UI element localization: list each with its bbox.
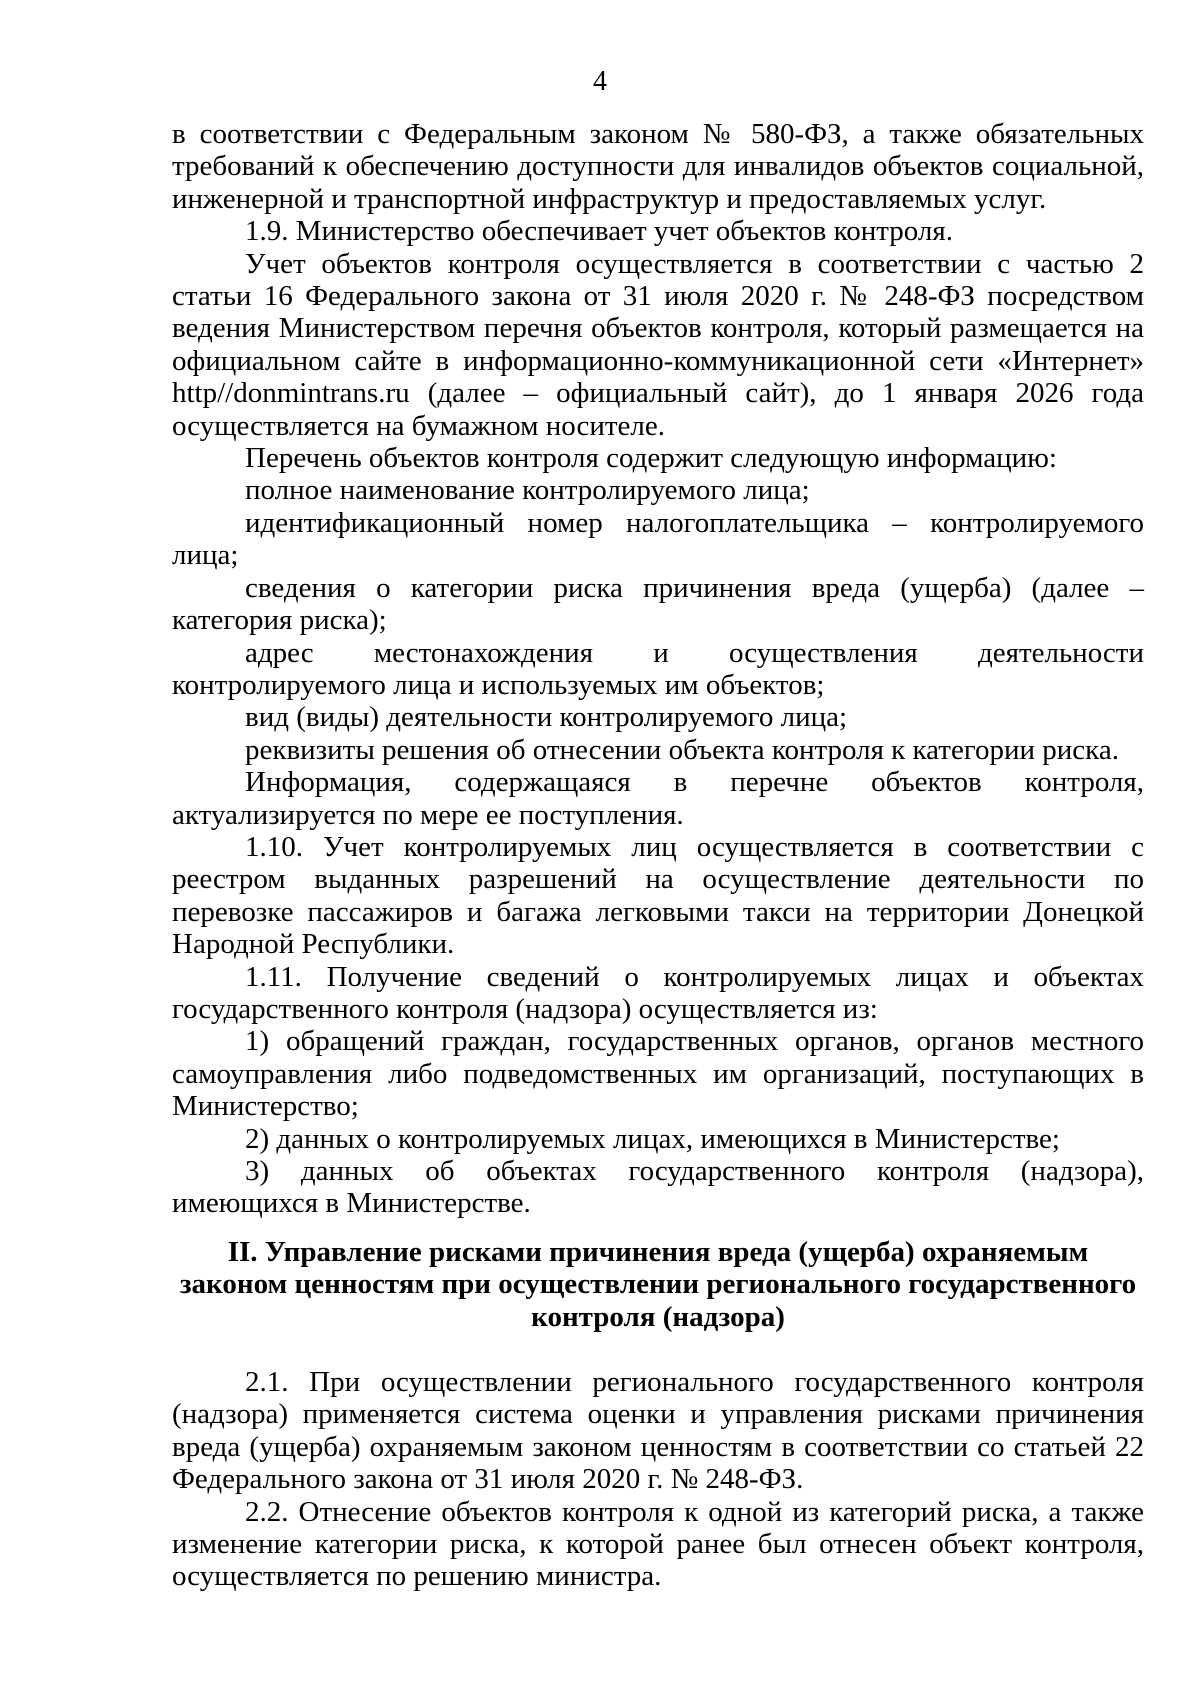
list-item-decision: реквизиты решения об отнесении объекта контроля к категории риска. bbox=[245, 733, 1119, 766]
section-heading-line: контроля (надзора) bbox=[531, 1300, 785, 1333]
paragraph-info-update: Информация, содержащаяся в перечне объектов контроля, актуализируется по мере ее поступления. bbox=[172, 766, 1144, 831]
page-number: 4 bbox=[593, 66, 607, 97]
section-heading bbox=[172, 1236, 1144, 1333]
paragraph-accounting: Учет объектов контроля осуществляется в соответствии с частью 2 статьи 16 Федерального закона от 31 июля 2020 г. № 248-ФЗ посредством ведения Министерством перечня объектов контроля, который размещается на официальном сайте в информационно-коммуникационной сети «Интернет» http//donmintrans.ru (далее – официальный сайт), до 1 января 2026 года осуществляется на бумажном носителе. bbox=[172, 247, 1144, 442]
paragraph-continuation: в соответствии с Федеральным законом № 580-ФЗ, а также обязательных требований к обеспечению доступности для инвалидов объектов социальной, инженерной и транспортной инфраструктур и предоставляемых услуг. bbox=[172, 118, 1144, 215]
paragraph-1-10: 1.10. Учет контролируемых лиц осуществляется в соответствии с реестром выданных разрешений на осуществление деятельности по перевозке пассажиров и багажа легковыми такси на территории Донецкой Народной Республики. bbox=[172, 830, 1144, 961]
list-item-objects-data: 3) данных об объектах государственного контроля (надзора), имеющихся в Министерстве. bbox=[172, 1155, 1144, 1220]
list-item-full-name: полное наименование контролируемого лица; bbox=[245, 474, 810, 507]
document-body bbox=[172, 118, 1144, 1220]
paragraph-1-11: 1.11. Получение сведений о контролируемых лицах и объектах государственного контроля (надзора) осуществляется из: bbox=[172, 960, 1144, 1025]
list-item-persons-data: 2) данных о контролируемых лицах, имеющихся в Министерстве; bbox=[245, 1122, 1060, 1155]
paragraph-2-1: 2.1. При осуществлении регионального государственного контроля (надзора) применяется система оценки и управления рисками причинения вреда (ущерба) охраняемым законом ценностям в соответствии со статьей 22 Федерального закона от 31 июля 2020 г. № 248-ФЗ. bbox=[172, 1366, 1144, 1496]
section-body bbox=[172, 1366, 1144, 1593]
section-heading-line: законом ценностям при осуществлении регионального государственного bbox=[179, 1268, 1137, 1301]
list-item-address: адрес местонахождения и осуществления деятельности контролируемого лица и используемых им объектов; bbox=[172, 636, 1144, 701]
paragraph-list-intro: Перечень объектов контроля содержит следующую информацию: bbox=[245, 442, 1057, 475]
paragraph-2-2: 2.2. Отнесение объектов контроля к одной из категорий риска, а также изменение категории риска, к которой ранее был отнесен объект контроля, осуществляется по решению министра. bbox=[172, 1495, 1144, 1593]
list-item-inn: идентификационный номер налогоплательщика – контролируемого лица; bbox=[172, 506, 1144, 572]
list-item-appeals: 1) обращений граждан, государственных органов, органов местного самоуправления либо подведомственных им организаций, поступающих в Министерство; bbox=[172, 1025, 1144, 1123]
list-item-activity: вид (виды) деятельности контролируемого лица; bbox=[245, 701, 848, 734]
paragraph-1-9: 1.9. Министерство обеспечивает учет объектов контроля. bbox=[245, 215, 953, 248]
section-heading-line: II. Управление рисками причинения вреда (ущерба) охраняемым bbox=[227, 1236, 1089, 1268]
list-item-risk-category: сведения о категории риска причинения вреда (ущерба) (далее – категория риска); bbox=[172, 571, 1144, 637]
